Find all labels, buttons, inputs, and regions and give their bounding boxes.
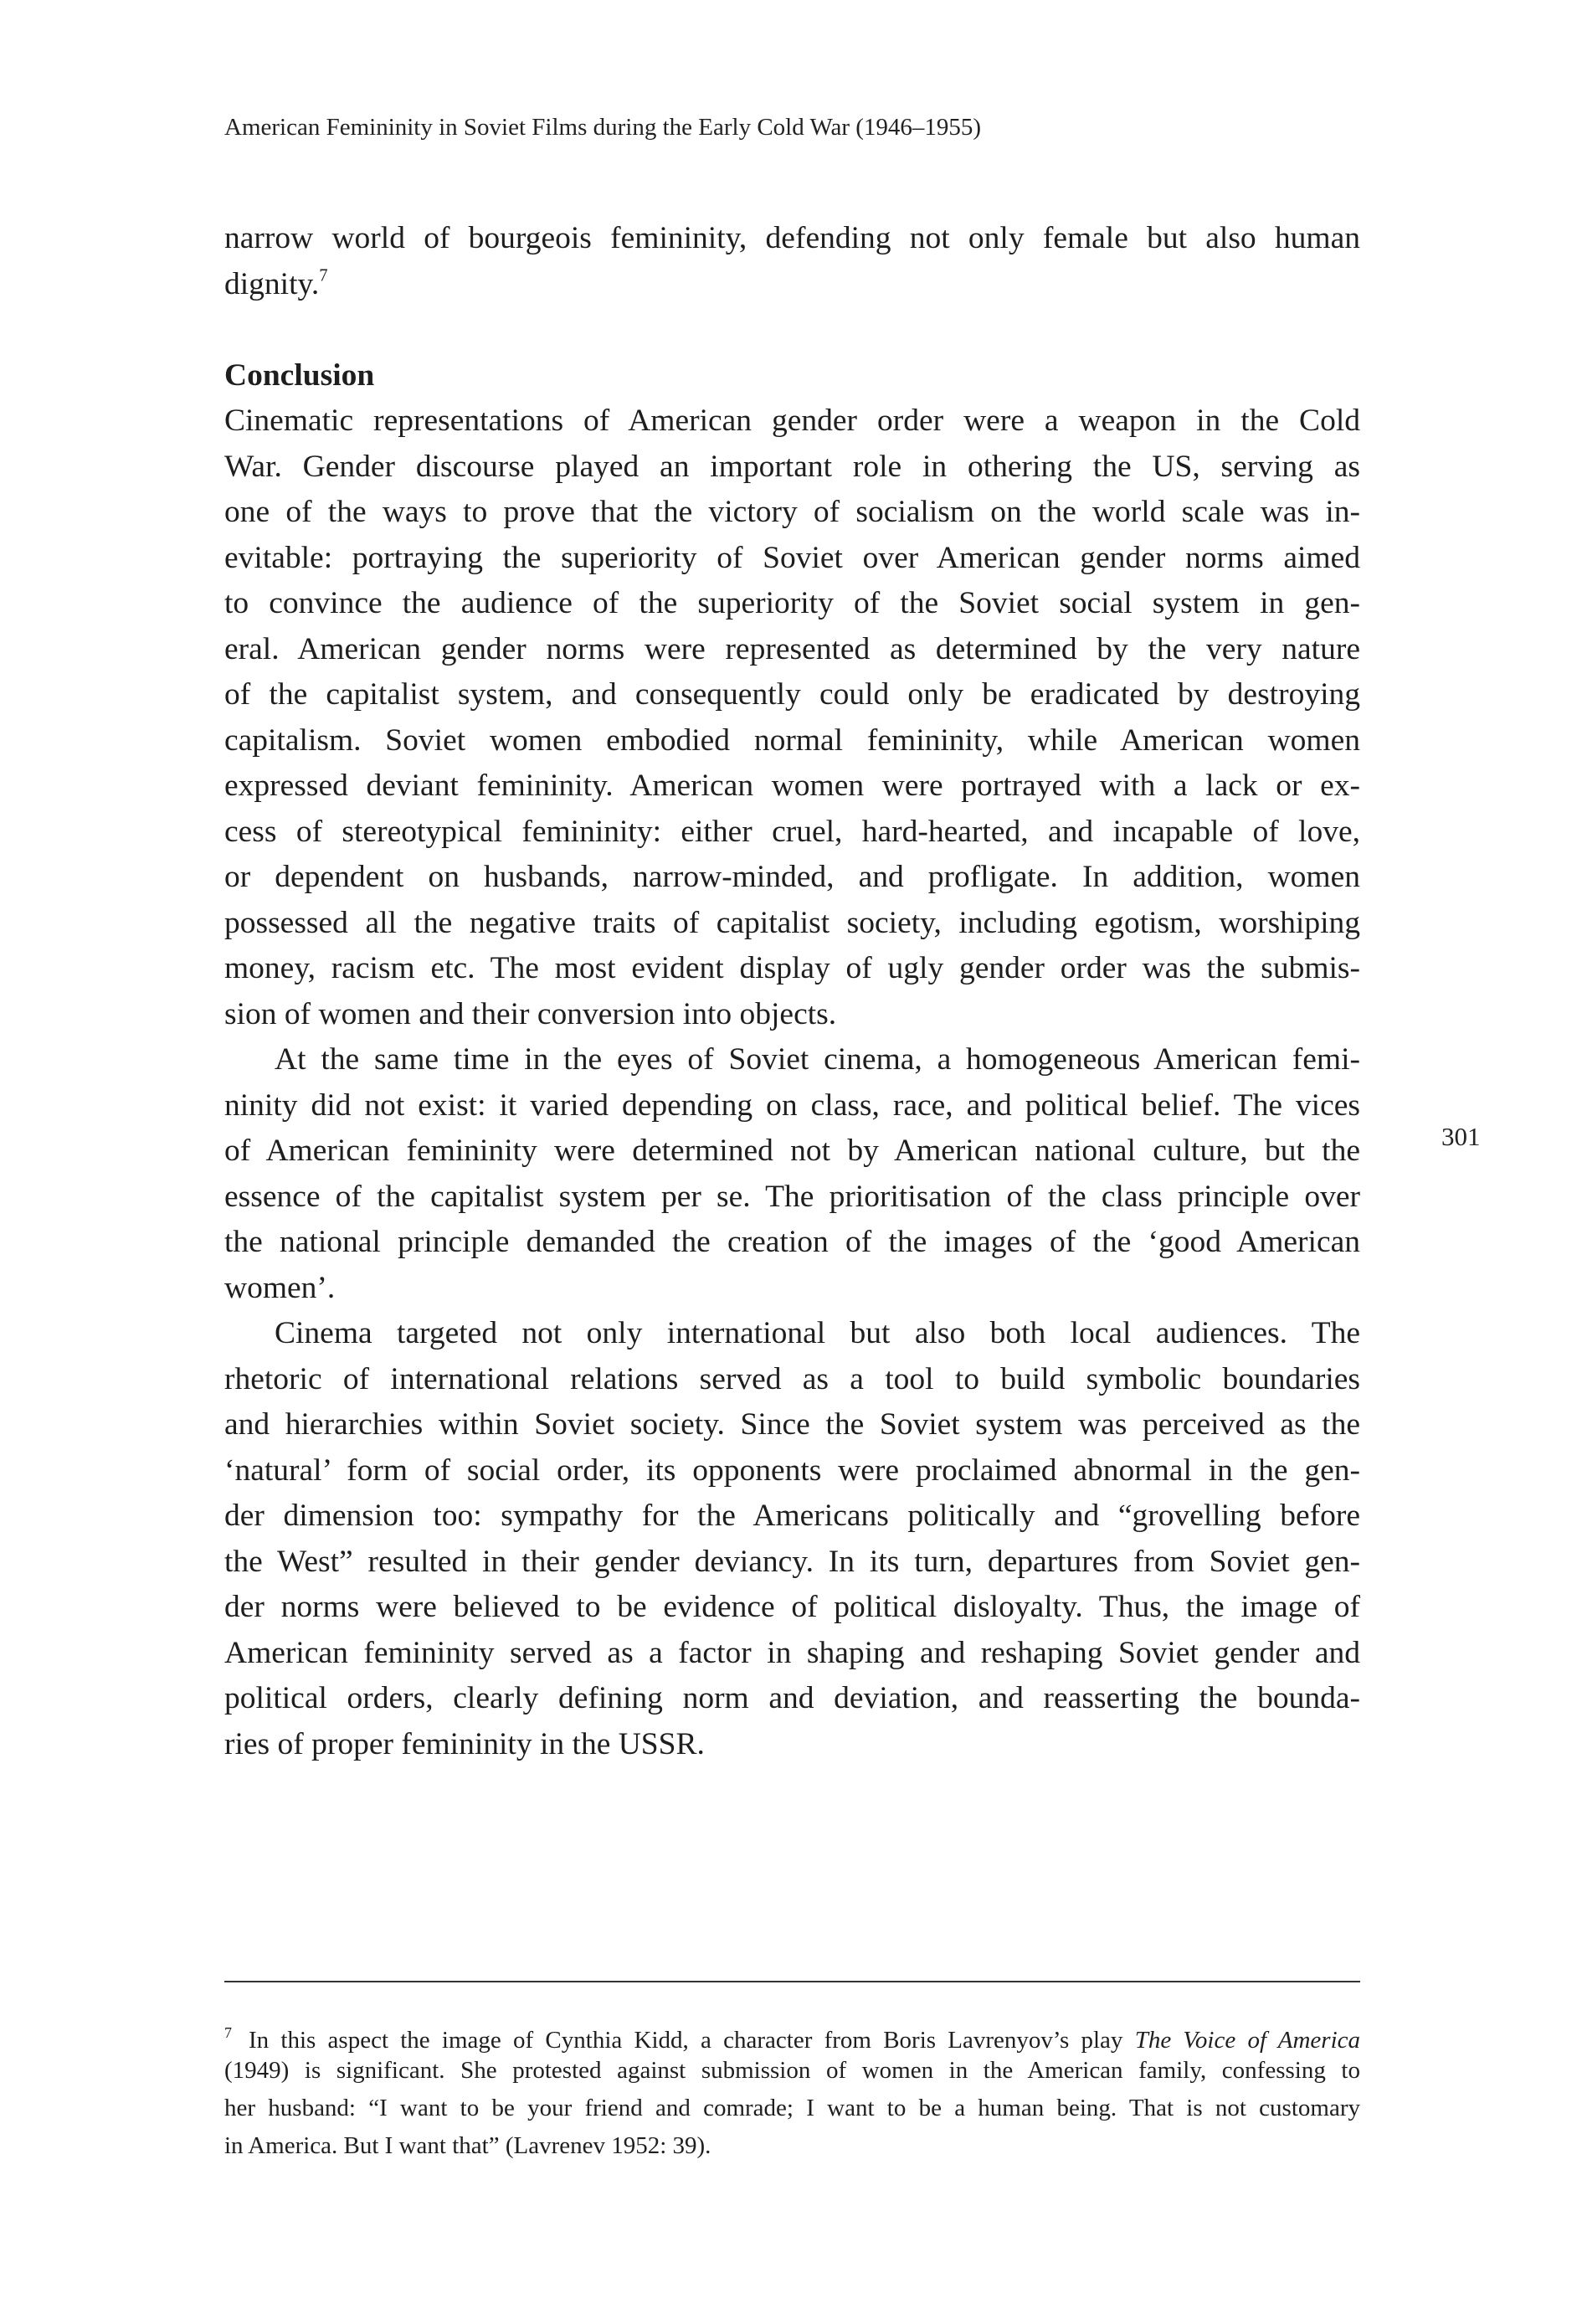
text-line: to convince the audience of the superiority of the Soviet social system in gen- xyxy=(224,586,1360,620)
text-line: der dimension too: sympathy for the Americans politically and “grovelling before xyxy=(224,1499,1360,1533)
text-line: and hierarchies within Soviet society. Since the Soviet system was perceived as the xyxy=(224,1407,1360,1442)
footnote-reference[interactable]: 7 xyxy=(319,266,328,285)
work-title: The Voice of America xyxy=(1134,2027,1361,2054)
footnote-line: $^7$ In this aspect the image of Cynthia Kidd, a character from Boris Lavrenyov’s play The Voice of America xyxy=(224,2024,1361,2054)
page-number: 301 xyxy=(1441,1122,1481,1151)
section-heading: Conclusion xyxy=(224,357,375,393)
text-line: sion of women and their conversion into objects. xyxy=(224,996,837,1031)
text-line: cess of stereotypical femininity: either cruel, hard-hearted, and incapable of love, xyxy=(224,814,1360,849)
text-line: expressed deviant femininity. American women were portrayed with a lack or ex- xyxy=(224,769,1360,803)
text-line: the West” resulted in their gender deviancy. In its turn, departures from Soviet gen- xyxy=(224,1544,1360,1579)
text-line: money, racism etc. The most evident display of ugly gender order was the submis- xyxy=(224,951,1360,985)
running-head: American Femininity in Soviet Films during the Early Cold War (1946–1955) xyxy=(224,114,982,141)
text-line: the national principle demanded the creation of the images of the ‘good American xyxy=(224,1225,1360,1259)
text-line: ries of proper femininity in the USSR. xyxy=(224,1726,705,1761)
text-line: eral. American gender norms were represented as determined by the very nature xyxy=(224,631,1360,666)
footnote-line: in America. But I want that” (Lavrenev 1952: 39). xyxy=(224,2132,711,2159)
text-line: American femininity served as a factor in shaping and reshaping Soviet gender and xyxy=(224,1635,1360,1670)
paragraph xyxy=(224,398,1360,1037)
paragraph xyxy=(224,1311,1360,1767)
footnote-number: 7 xyxy=(224,2024,232,2041)
text-line: Cinema targeted not only international but also both local audiences. The xyxy=(275,1316,1360,1350)
body-text xyxy=(224,216,1360,1767)
text-line: essence of the capitalist system per se. The prioritisation of the class principle over xyxy=(224,1179,1360,1214)
text-line: of the capitalist system, and consequently could only be eradicated by destroying xyxy=(224,677,1360,712)
text-line: War. Gender discourse played an important role in othering the US, serving as xyxy=(224,449,1360,484)
text-line: Cinematic representations of American gender order were a weapon in the Cold xyxy=(224,404,1360,438)
text-line: rhetoric of international relations served as a tool to build symbolic boundaries xyxy=(224,1361,1360,1396)
text-line: ninity did not exist: it varied depending on class, race, and political belief. The vices xyxy=(224,1087,1360,1123)
footnote-divider xyxy=(224,1981,1360,1982)
text-line: possessed all the negative traits of capitalist society, including egotism, worshiping xyxy=(224,905,1360,940)
footnote-line: her husband: “I want to be your friend and comrade; I want to be a human being. That is not customary xyxy=(224,2095,1360,2121)
footnotes xyxy=(224,2014,1360,2165)
paragraph xyxy=(224,1037,1360,1311)
text-line: one of the ways to prove that the victory of socialism on the world scale was in- xyxy=(224,495,1360,529)
text-line: dignity.$^7$ xyxy=(224,266,328,301)
text-line: political orders, clearly defining norm and deviation, and reasserting the bounda- xyxy=(224,1681,1360,1715)
text-line: evitable: portraying the superiority of Soviet over American gender norms aimed xyxy=(224,540,1360,575)
text-line: women’. xyxy=(224,1270,336,1305)
footnote-line: (1949) is significant. She protested against submission of women in the American family, confessing to xyxy=(224,2057,1360,2084)
text-line: At the same time in the eyes of Soviet cinema, a homogeneous American femi- xyxy=(275,1042,1360,1077)
text-line: narrow world of bourgeois femininity, defending not only female but also human xyxy=(224,221,1360,255)
text-line: of American femininity were determined not by American national culture, but the xyxy=(224,1134,1360,1168)
text-line: or dependent on husbands, narrow-minded, and profligate. In addition, women xyxy=(224,860,1360,894)
text-line: der norms were believed to be evidence of political disloyalty. Thus, the image of xyxy=(224,1590,1360,1624)
text-line: ‘natural’ form of social order, its opponents were proclaimed abnormal in the gen- xyxy=(224,1452,1360,1488)
text-line: capitalism. Soviet women embodied normal femininity, while American women xyxy=(224,722,1360,758)
